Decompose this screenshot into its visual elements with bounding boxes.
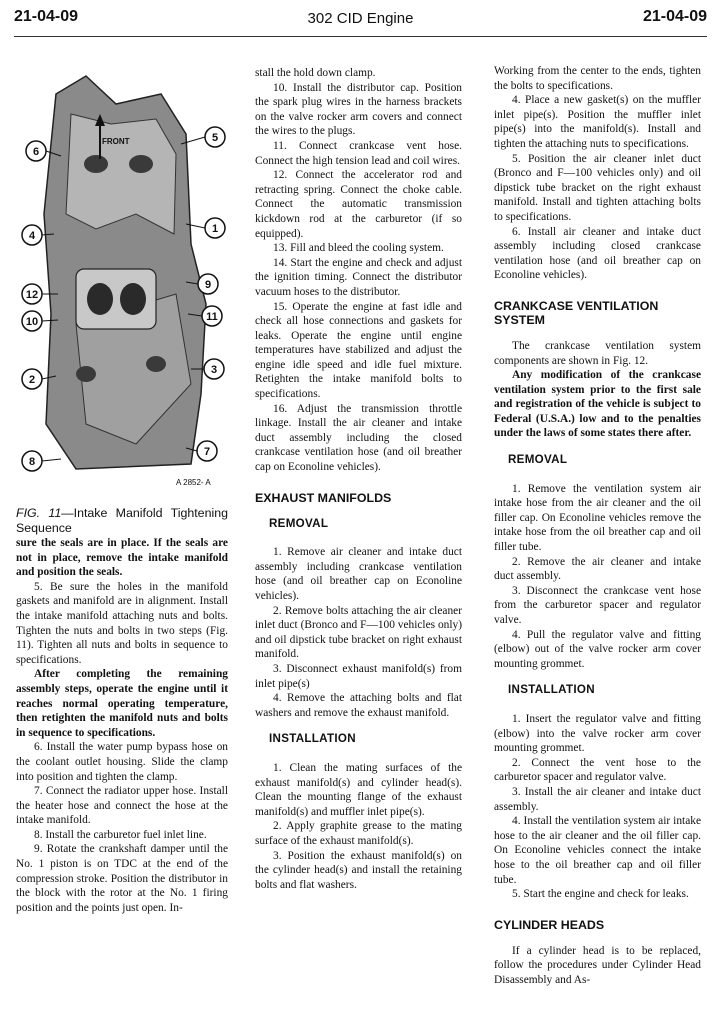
paragraph: 13. Fill and bleed the cooling system. xyxy=(273,242,444,255)
page-title: 302 CID Engine xyxy=(307,10,414,27)
callout-2: 2 xyxy=(28,374,36,386)
paragraph: 4. Place a new gasket(s) on the muffler inlet pipe(s). Position the muffler inlet pipe(s) into the manifold(s). Install and tighten the attaching nuts to specifications. xyxy=(494,94,701,150)
figure-code: A 2852- A xyxy=(176,478,211,487)
paragraph: 6. Install air cleaner and intake duct assembly including closed crankcase ventilation hose (and oil breather cap on Econoline vehicles). xyxy=(494,225,701,282)
paragraph: 1. Remove the ventilation system air intake hose from the air cleaner and the oil filler cap. On Econoline vehicles remove the intake hose from the oil breather cap and oil filler tube. xyxy=(494,482,701,554)
paragraph: stall the hold down clamp. xyxy=(255,67,376,79)
column-2 xyxy=(255,66,462,892)
paragraph: 5. Position the air cleaner inlet duct (Bronco and F—100 vehicles only) and oil dipstick tube bracket on the right exhaust manifold. Install and tighten attaching bolts to specifications. xyxy=(494,152,701,223)
paragraph: If a cylinder head is to be replaced, follow the procedures under Cylinder Head Disassembly and As- xyxy=(494,944,701,986)
callout-8: 8 xyxy=(28,456,36,468)
front-label: FRONT xyxy=(102,137,130,146)
paragraph: 10. Install the distributor cap. Position the spark plug wires in the harness brackets on the valve rocker arm covers and connect the wires to the plugs. xyxy=(255,81,462,138)
paragraph: 3. Install the air cleaner and intake duct assembly. xyxy=(494,785,701,813)
callout-1: 1 xyxy=(211,223,219,235)
callout-6: 6 xyxy=(32,146,40,158)
figure-caption-prefix: FIG. 11 xyxy=(16,506,62,520)
paragraph: sure the seals are in place. If the seals are not in place, remove the intake manifold and position the seals. xyxy=(16,537,228,579)
paragraph: 11. Connect crankcase vent hose. Connect the high tension lead and coil wires. xyxy=(255,139,462,167)
paragraph: 2. Apply graphite grease to the mating surface of the exhaust manifold(s). xyxy=(255,820,462,847)
paragraph: 4. Remove the attaching bolts and flat washers and remove the exhaust manifold. xyxy=(255,692,462,719)
paragraph: 16. Adjust the transmission throttle linkage. Install the air cleaner and intake duct assembly including the closed crankcase ventilation hose (and oil breather cap on Econoline vehicles). xyxy=(255,402,462,474)
figure-caption xyxy=(16,506,228,536)
paragraph: 5. Be sure the holes in the manifold gaskets and manifold are in alignment. Install the intake manifold attaching nuts and bolts. Tighten the nuts and bolts in two steps (Fig. 11). Tighten all nuts and bolts in sequence to specifications. xyxy=(16,580,228,666)
callout-10: 10 xyxy=(25,316,39,328)
paragraph: After completing the remaining assembly steps, operate the engine until it reaches normal operating temperature, then retighten the manifold nuts and bolts in sequence to specifications. xyxy=(16,668,228,739)
paragraph: 3. Disconnect the crankcase vent hose from the carburetor spacer and regulator valve. xyxy=(494,584,701,626)
paragraph: 6. Install the water pump bypass hose on the coolant outlet housing. Slide the clamp into position and tighten the clamp. xyxy=(16,741,228,783)
paragraph: 1. Clean the mating surfaces of the exhaust manifold(s) and cylinder head(s). Clean the mounting flange of the exhaust manifold(s) and muffler inlet pipe(s). xyxy=(255,761,462,818)
paragraph: 4. Install the ventilation system air intake hose to the air cleaner and the oil filler cap. On Econoline vehicles connect the intake hose to the oil breather cap and oil filler tube. xyxy=(494,815,701,886)
paragraph: 3. Position the exhaust manifold(s) on the cylinder head(s) and install the retaining bolts and flat washers. xyxy=(255,849,462,891)
subheading-installation: INSTALLATION xyxy=(508,683,595,697)
paragraph: 12. Connect the accelerator rod and retracting spring. Connect the choke cable. Connect the automatic transmission kickdown rod at the carburetor (if so equipped). xyxy=(255,169,462,240)
intake-manifold-illustration xyxy=(16,64,228,494)
paragraph: Working from the center to the ends, tighten the bolts to specifications. xyxy=(494,65,701,92)
column-1 xyxy=(16,64,228,915)
paragraph: The crankcase ventilation system components are shown in Fig. 12. xyxy=(494,339,701,367)
paragraph: 9. Rotate the crankshaft damper until the No. 1 piston is on TDC at the end of the compression stroke. Position the distributor in the block with the rotor at the No. 1 firing position and the points just open. In- xyxy=(16,843,228,914)
paragraph: 2. Remove the air cleaner and intake duct assembly. xyxy=(494,555,701,583)
paragraph: 2. Remove bolts attaching the air cleaner inlet duct (Bronco and F—100 vehicles only) and oil dipstick tube bracket on right exhaust manifold. xyxy=(255,604,462,661)
paragraph: 15. Operate the engine at fast idle and check all hose connections and gaskets for leaks. Operate the engine until engine temperatures have stabilized and adjust the engine idle speed and idle fuel mixture. Retighten the intake manifold bolts to specifications. xyxy=(255,300,462,401)
paragraph: 5. Start the engine and check for leaks. xyxy=(512,888,689,901)
section-heading-crankcase-ventilation: CRANKCASE VENTILATION SYSTEM xyxy=(494,298,659,327)
paragraph: 4. Pull the regulator valve and fitting (elbow) out of the valve rocker arm cover mounting grommet. xyxy=(494,628,701,670)
callout-4: 4 xyxy=(28,230,36,242)
subheading-removal: REMOVAL xyxy=(508,453,568,467)
page-number-left: 21-04-09 xyxy=(14,8,79,25)
header-rule xyxy=(14,36,707,37)
paragraph: 7. Connect the radiator upper hose. Install the heater hose and connect the hose at the intake manifold. xyxy=(16,785,228,827)
paragraph: 14. Start the engine and check and adjust the ignition timing. Connect the distributor vacuum hoses to the distributor. xyxy=(255,256,462,298)
subheading-installation: INSTALLATION xyxy=(269,732,356,746)
paragraph: 1. Insert the regulator valve and fitting (elbow) into the valve rocker arm cover mounting grommet. xyxy=(494,712,701,755)
section-heading-exhaust-manifolds: EXHAUST MANIFOLDS xyxy=(255,490,392,505)
paragraph: 8. Install the carburetor fuel inlet line. xyxy=(34,828,207,841)
figure-caption-text: —Intake Manifold Tightening Sequence xyxy=(16,506,228,535)
callout-12: 12 xyxy=(25,289,39,301)
callout-5: 5 xyxy=(211,132,219,144)
paragraph: 1. Remove air cleaner and intake duct assembly including crankcase ventilation hose (and oil breather cap on Econoline vehicles). xyxy=(255,546,462,602)
column-3 xyxy=(494,64,701,987)
callout-7: 7 xyxy=(203,446,211,458)
paragraph: 2. Connect the vent hose to the carburetor spacer and regulator valve. xyxy=(494,756,701,784)
paragraph: Any modification of the crankcase ventilation system prior to the first sale and registration of the vehicle is subject to Federal (U.S.A.) low and to the penalties under the laws of some states there after. xyxy=(494,369,701,440)
page-number-right: 21-04-09 xyxy=(642,8,707,25)
section-heading-cylinder-heads: CYLINDER HEADS xyxy=(494,917,605,932)
callout-11: 11 xyxy=(206,311,218,323)
callout-3: 3 xyxy=(210,364,218,376)
page-header xyxy=(0,6,721,34)
subheading-removal: REMOVAL xyxy=(269,516,329,530)
paragraph: 3. Disconnect exhaust manifold(s) from inlet pipe(s) xyxy=(255,662,462,690)
intake-manifold-figure xyxy=(16,64,228,494)
callout-9: 9 xyxy=(204,279,212,291)
